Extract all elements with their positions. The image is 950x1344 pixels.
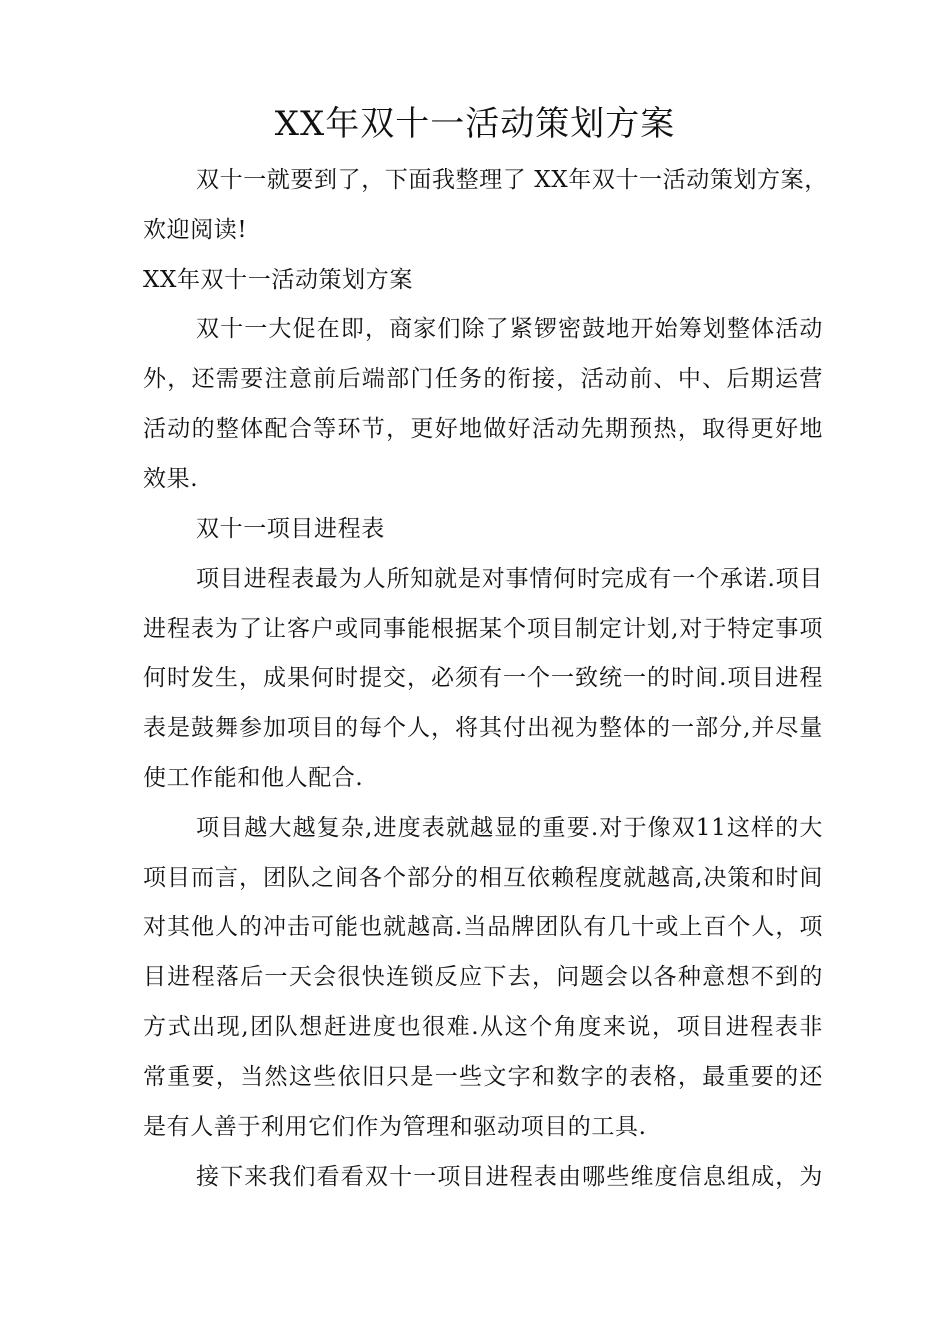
paragraph-line: 使工作能和他人配合. bbox=[143, 765, 364, 791]
section-heading: XX年双十一活动策划方案 bbox=[143, 267, 413, 293]
paragraph-line: 项目进程表最为人所知就是对事情何时完成有一个承诺.项目 bbox=[196, 566, 823, 592]
paragraph-line: 项目而言，团队之间各个部分的相互依赖程度就越高,决策和时间 bbox=[143, 865, 823, 891]
paragraph-line: 效果. bbox=[143, 466, 199, 492]
paragraph-line: 双十一就要到了，下面我整理了 XX年双十一活动策划方案， bbox=[196, 167, 828, 193]
paragraph-line: 活动的整体配合等环节，更好地做好活动先期预热，取得更好地 bbox=[143, 416, 823, 442]
paragraph-line: 是有人善于利用它们作为管理和驱动项目的工具. bbox=[143, 1114, 647, 1140]
paragraph-line: 外，还需要注意前后端部门任务的衔接，活动前、中、后期运营 bbox=[143, 366, 823, 392]
paragraph-line: 常重要，当然这些依旧只是一些文字和数字的表格，最重要的还 bbox=[143, 1064, 823, 1090]
paragraph-line: 进程表为了让客户或同事能根据某个项目制定计划,对于特定事项 bbox=[143, 616, 823, 642]
paragraph-line: 项目越大越复杂,进度表就越显的重要.对于像双11这样的大 bbox=[196, 815, 823, 841]
paragraph-line: 目进程落后一天会很快连锁反应下去，问题会以各种意想不到的 bbox=[143, 964, 823, 990]
paragraph-line: 何时发生，成果何时提交，必须有一个一致统一的时间.项目进程 bbox=[143, 665, 823, 691]
paragraph-line: 表是鼓舞参加项目的每个人，将其付出视为整体的一部分,并尽量 bbox=[143, 715, 823, 741]
section-heading: 双十一项目进程表 bbox=[196, 516, 385, 542]
document-title: XX年双十一活动策划方案 bbox=[274, 104, 676, 144]
paragraph-line: 对其他人的冲击可能也就越高.当品牌团队有几十或上百个人，项 bbox=[143, 914, 823, 940]
paragraph-line: 方式出现,团队想赶进度也很难.从这个角度来说，项目进程表非 bbox=[143, 1014, 823, 1040]
paragraph-line: 欢迎阅读! bbox=[143, 217, 248, 243]
paragraph-line: 接下来我们看看双十一项目进程表由哪些维度信息组成，为 bbox=[196, 1164, 823, 1190]
paragraph-line: 双十一大促在即，商家们除了紧锣密鼓地开始筹划整体活动 bbox=[196, 316, 823, 342]
